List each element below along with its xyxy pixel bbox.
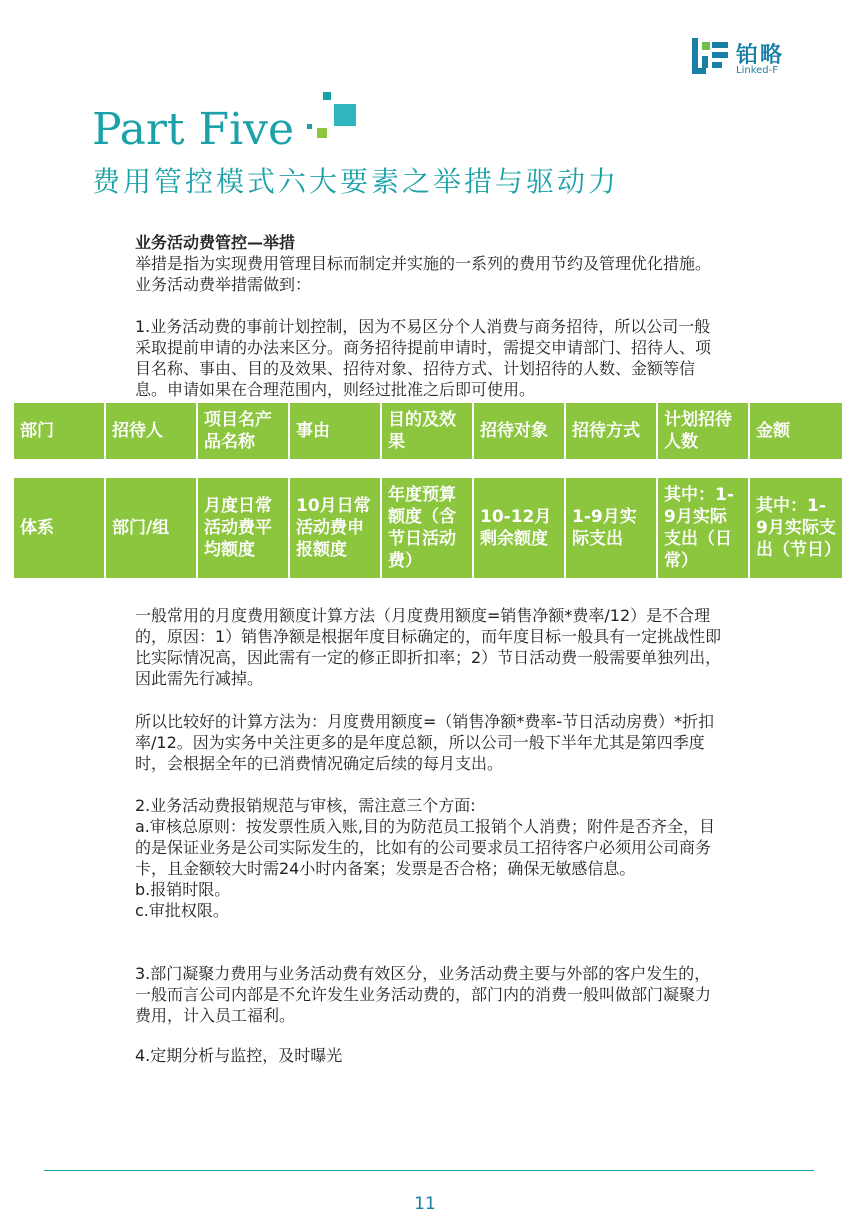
table-cell: 部门 <box>14 403 106 459</box>
point-2-a: a.审核总原则：按发票性质入账,目的为防范员工报销个人消费；附件是否齐全，目的是保证业务是公司实际发生的，比如有的公司要求员工招待客户必须用公司商务卡，且金额较大时需24小时内备案；发票是否合格；确保无敏感信息。 <box>135 817 715 878</box>
application-fields-table <box>14 403 842 459</box>
brand-logo <box>692 38 812 80</box>
budget-fields-table <box>14 478 842 578</box>
point-2-c: c.审批权限。 <box>135 901 229 920</box>
table-cell: 其中：1-9月实际支出（节日） <box>750 478 842 578</box>
table-cell: 月度日常活动费平均额度 <box>198 478 290 578</box>
paragraph-better-method: 所以比较好的计算方法为：月度费用额度=（销售净额*费率-节日活动房费）*折扣率/12。因为实务中关注更多的是年度总额，所以公司一般下半年尤其是第四季度时，会根据全年的已消费情况确定后续的每月支出。 <box>135 712 715 773</box>
deco-square-green <box>317 128 327 138</box>
paragraph-monthly-method: 一般常用的月度费用额度计算方法（月度费用额度=销售净额*费率/12）是不合理的，原因：1）销售净额是根据年度目标确定的，而年度目标一般具有一定挑战性即比实际情况高，因此需有一定的修正即折扣率；2）节日活动费一般需要单独列出，因此需先行减掉。 <box>135 606 722 688</box>
table-cell: 体系 <box>14 478 106 578</box>
intro-text: 举措是指为实现费用管理目标而制定并实施的一系列的费用节约及管理优化措施。业务活动费举措需做到： <box>135 254 712 294</box>
deco-square-tiny <box>307 124 312 129</box>
point-1: 1.业务活动费的事前计划控制，因为不易区分个人消费与商务招待，所以公司一般采取提前申请的办法来区分。商务招待提前申请时，需提交申请部门、招待人、项目名称、事由、目的及效果、招待对象、招待方式、计划招待的人数、金额等信息。申请如果在合理范围内，则经过批准之后即可使用。 <box>135 317 712 399</box>
table-cell: 招待人 <box>106 403 198 459</box>
table-cell: 金额 <box>750 403 842 459</box>
point-3: 3.部门凝聚力费用与业务活动费有效区分，业务活动费主要与外部的客户发生的，一般而言公司内部是不允许发生业务活动费的，部门内的消费一般叫做部门凝聚力费用，计入员工福利。 <box>135 964 712 1025</box>
point-2-b: b.报销时限。 <box>135 880 231 899</box>
table-cell: 招待方式 <box>566 403 658 459</box>
deco-square-large <box>334 104 356 126</box>
intro-heading: 业务活动费管控—举措 <box>135 233 296 252</box>
intro-block <box>135 232 725 295</box>
deco-square-small <box>323 92 331 100</box>
table-cell: 招待对象 <box>474 403 566 459</box>
page-number: 11 <box>414 1194 436 1214</box>
point-2-title: 2.业务活动费报销规范与审核，需注意三个方面: <box>135 796 476 815</box>
point-2 <box>135 795 725 921</box>
part-title: Part Five <box>92 104 295 155</box>
table-cell: 计划招待人数 <box>658 403 750 459</box>
section-subtitle: 费用管控模式六大要素之举措与驱动力 <box>92 165 620 198</box>
table-cell: 事由 <box>290 403 382 459</box>
logo-mark-icon <box>692 38 728 74</box>
table-cell: 项目名产品名称 <box>198 403 290 459</box>
table-row <box>14 403 842 459</box>
table-cell: 目的及效果 <box>382 403 474 459</box>
table-cell: 1-9月实际支出 <box>566 478 658 578</box>
table-cell: 其中：1-9月实际支出（日常） <box>658 478 750 578</box>
table-cell: 年度预算额度（含节日活动费） <box>382 478 474 578</box>
table-cell: 10月日常活动费申报额度 <box>290 478 382 578</box>
footer-divider <box>44 1170 814 1171</box>
table-cell: 部门/组 <box>106 478 198 578</box>
point-4: 4.定期分析与监控，及时曝光 <box>135 1046 343 1065</box>
table-cell: 10-12月剩余额度 <box>474 478 566 578</box>
logo-en-text: Linked-F <box>736 65 778 76</box>
logo-cn-text: 铂略 <box>736 43 785 68</box>
table-row <box>14 478 842 578</box>
